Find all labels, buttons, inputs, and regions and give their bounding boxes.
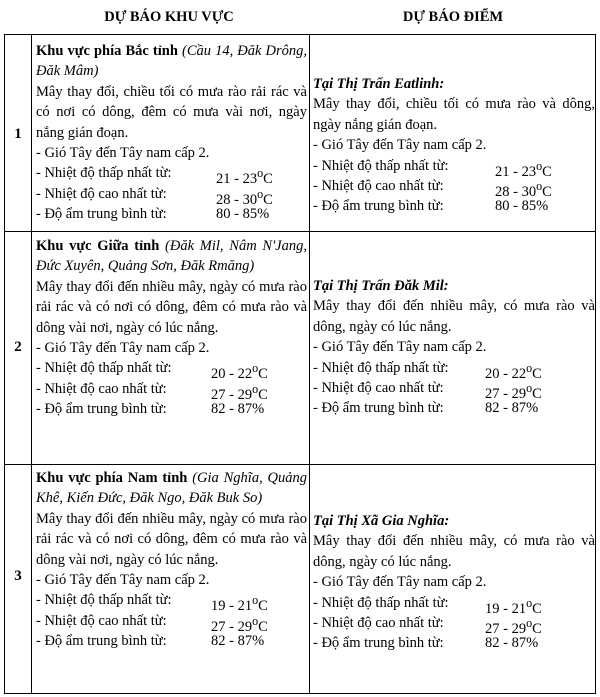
- divider-mid: [309, 35, 310, 693]
- humidity-row: - Độ ẩm trung bình từ: 80 - 85%: [36, 206, 270, 223]
- region-cell: [36, 41, 307, 225]
- point-description: Mây thay đổi đến nhiều mây, có mưa rào và dông, ngày có lúc nắng.: [313, 298, 595, 335]
- humidity-row: - Độ ẩm trung bình từ: 82 - 87%: [36, 401, 265, 418]
- point-title: Tại Thị Trấn Eatlinh:: [313, 76, 445, 92]
- region-title: Khu vực phía Bắc tỉnh (Cầu 14, Đăk Drông, Đăk Mâm): [36, 43, 308, 80]
- divider-row-2: [5, 464, 595, 465]
- region-description: Mây thay đổi đến nhiều mây, ngày có mưa rào rải rác và có nơi có dông, đêm có mưa rào và dông vài nơi, ngày có lúc nắng.: [36, 510, 307, 568]
- temp-max-row: - Nhiệt độ cao nhất từ: 27 - 29$^o$C: [313, 380, 542, 402]
- temp-max-row: - Nhiệt độ cao nhất từ: 27 - 29$^o$C: [313, 615, 542, 637]
- divider-row-1: [5, 231, 595, 232]
- wind-info: - Gió Tây đến Tây nam cấp 2.: [313, 137, 487, 154]
- humidity-row: - Độ ẩm trung bình từ: 82 - 87%: [313, 400, 539, 417]
- point-title: Tại Thị Xã Gia Nghĩa:: [313, 513, 450, 529]
- row-number: 2: [14, 339, 22, 355]
- wind-info: - Gió Tây đến Tây nam cấp 2.: [36, 340, 210, 357]
- region-title: Khu vực Giữa tỉnh (Đăk Mil, Nâm N'Jang, Đức Xuyên, Quảng Sơn, Đăk Rmăng): [36, 238, 307, 275]
- region-description: Mây thay đổi, chiều tối có mưa rào rải rác và có nơi có dông, đêm có mưa vài nơi, ngày nắng gián đoạn.: [36, 83, 307, 141]
- header-right: DỰ BÁO ĐIỂM: [402, 9, 504, 25]
- row-number: 1: [14, 126, 22, 142]
- humidity-row: - Độ ẩm trung bình từ: 82 - 87%: [36, 633, 265, 650]
- point-cell: [313, 276, 595, 419]
- temp-min-row: - Nhiệt độ thấp nhất từ: 20 - 22$^o$C: [36, 360, 268, 383]
- row-number: 3: [14, 568, 22, 584]
- wind-info: - Gió Tây đến Tây nam cấp 2.: [313, 339, 487, 356]
- temp-max-row: - Nhiệt độ cao nhất từ: 27 - 29$^o$C: [36, 612, 268, 635]
- region-title: Khu vực phía Nam tỉnh (Gia Nghĩa, Quảng Khê, Kiến Đức, Đăk Ngo, Đăk Buk So): [36, 470, 308, 507]
- temp-min-row: - Nhiệt độ thấp nhất từ: 21 - 23$^o$C: [313, 157, 552, 180]
- temp-min-row: - Nhiệt độ thấp nhất từ: 20 - 22$^o$C: [313, 359, 542, 382]
- forecast-table: [4, 34, 596, 694]
- point-title: Tại Thị Trấn Đăk Mil:: [313, 278, 449, 294]
- point-cell: [313, 74, 595, 217]
- temp-max-row: - Nhiệt độ cao nhất từ: 28 - 30$^o$C: [313, 178, 552, 200]
- temp-max-row: - Nhiệt độ cao nhất từ: 27 - 29$^o$C: [36, 380, 268, 403]
- temp-min-row: - Nhiệt độ thấp nhất từ: 21 - 23$^o$C: [36, 165, 273, 188]
- divider-num: [31, 35, 32, 693]
- temp-max-row: - Nhiệt độ cao nhất từ: 28 - 30$^o$C: [36, 185, 273, 208]
- wind-info: - Gió Tây đến Tây nam cấp 2.: [36, 572, 210, 589]
- humidity-row: - Độ ẩm trung bình từ: 82 - 87%: [313, 635, 539, 652]
- point-description: Mây thay đổi đến nhiều mây, có mưa rào và dông, ngày có lúc nắng.: [313, 533, 595, 570]
- point-cell: [313, 511, 595, 654]
- wind-info: - Gió Tây đến Tây nam cấp 2.: [36, 145, 210, 162]
- region-description: Mây thay đổi đến nhiều mây, ngày có mưa rào rải rác và có nơi có dông, đêm có mưa rào và dông vài nơi, ngày có lúc nắng.: [36, 278, 307, 336]
- region-cell: [36, 468, 307, 652]
- header-left: DỰ BÁO KHU VỰC: [104, 9, 234, 25]
- point-description: Mây thay đổi, chiều tối có mưa rào và dông, ngày nắng gián đoạn.: [313, 96, 595, 133]
- region-cell: [36, 236, 307, 420]
- temp-min-row: - Nhiệt độ thấp nhất từ: 19 - 21$^o$C: [36, 592, 268, 615]
- wind-info: - Gió Tây đến Tây nam cấp 2.: [313, 574, 487, 591]
- temp-min-row: - Nhiệt độ thấp nhất từ: 19 - 21$^o$C: [313, 594, 542, 617]
- humidity-row: - Độ ẩm trung bình từ: 80 - 85%: [313, 198, 549, 215]
